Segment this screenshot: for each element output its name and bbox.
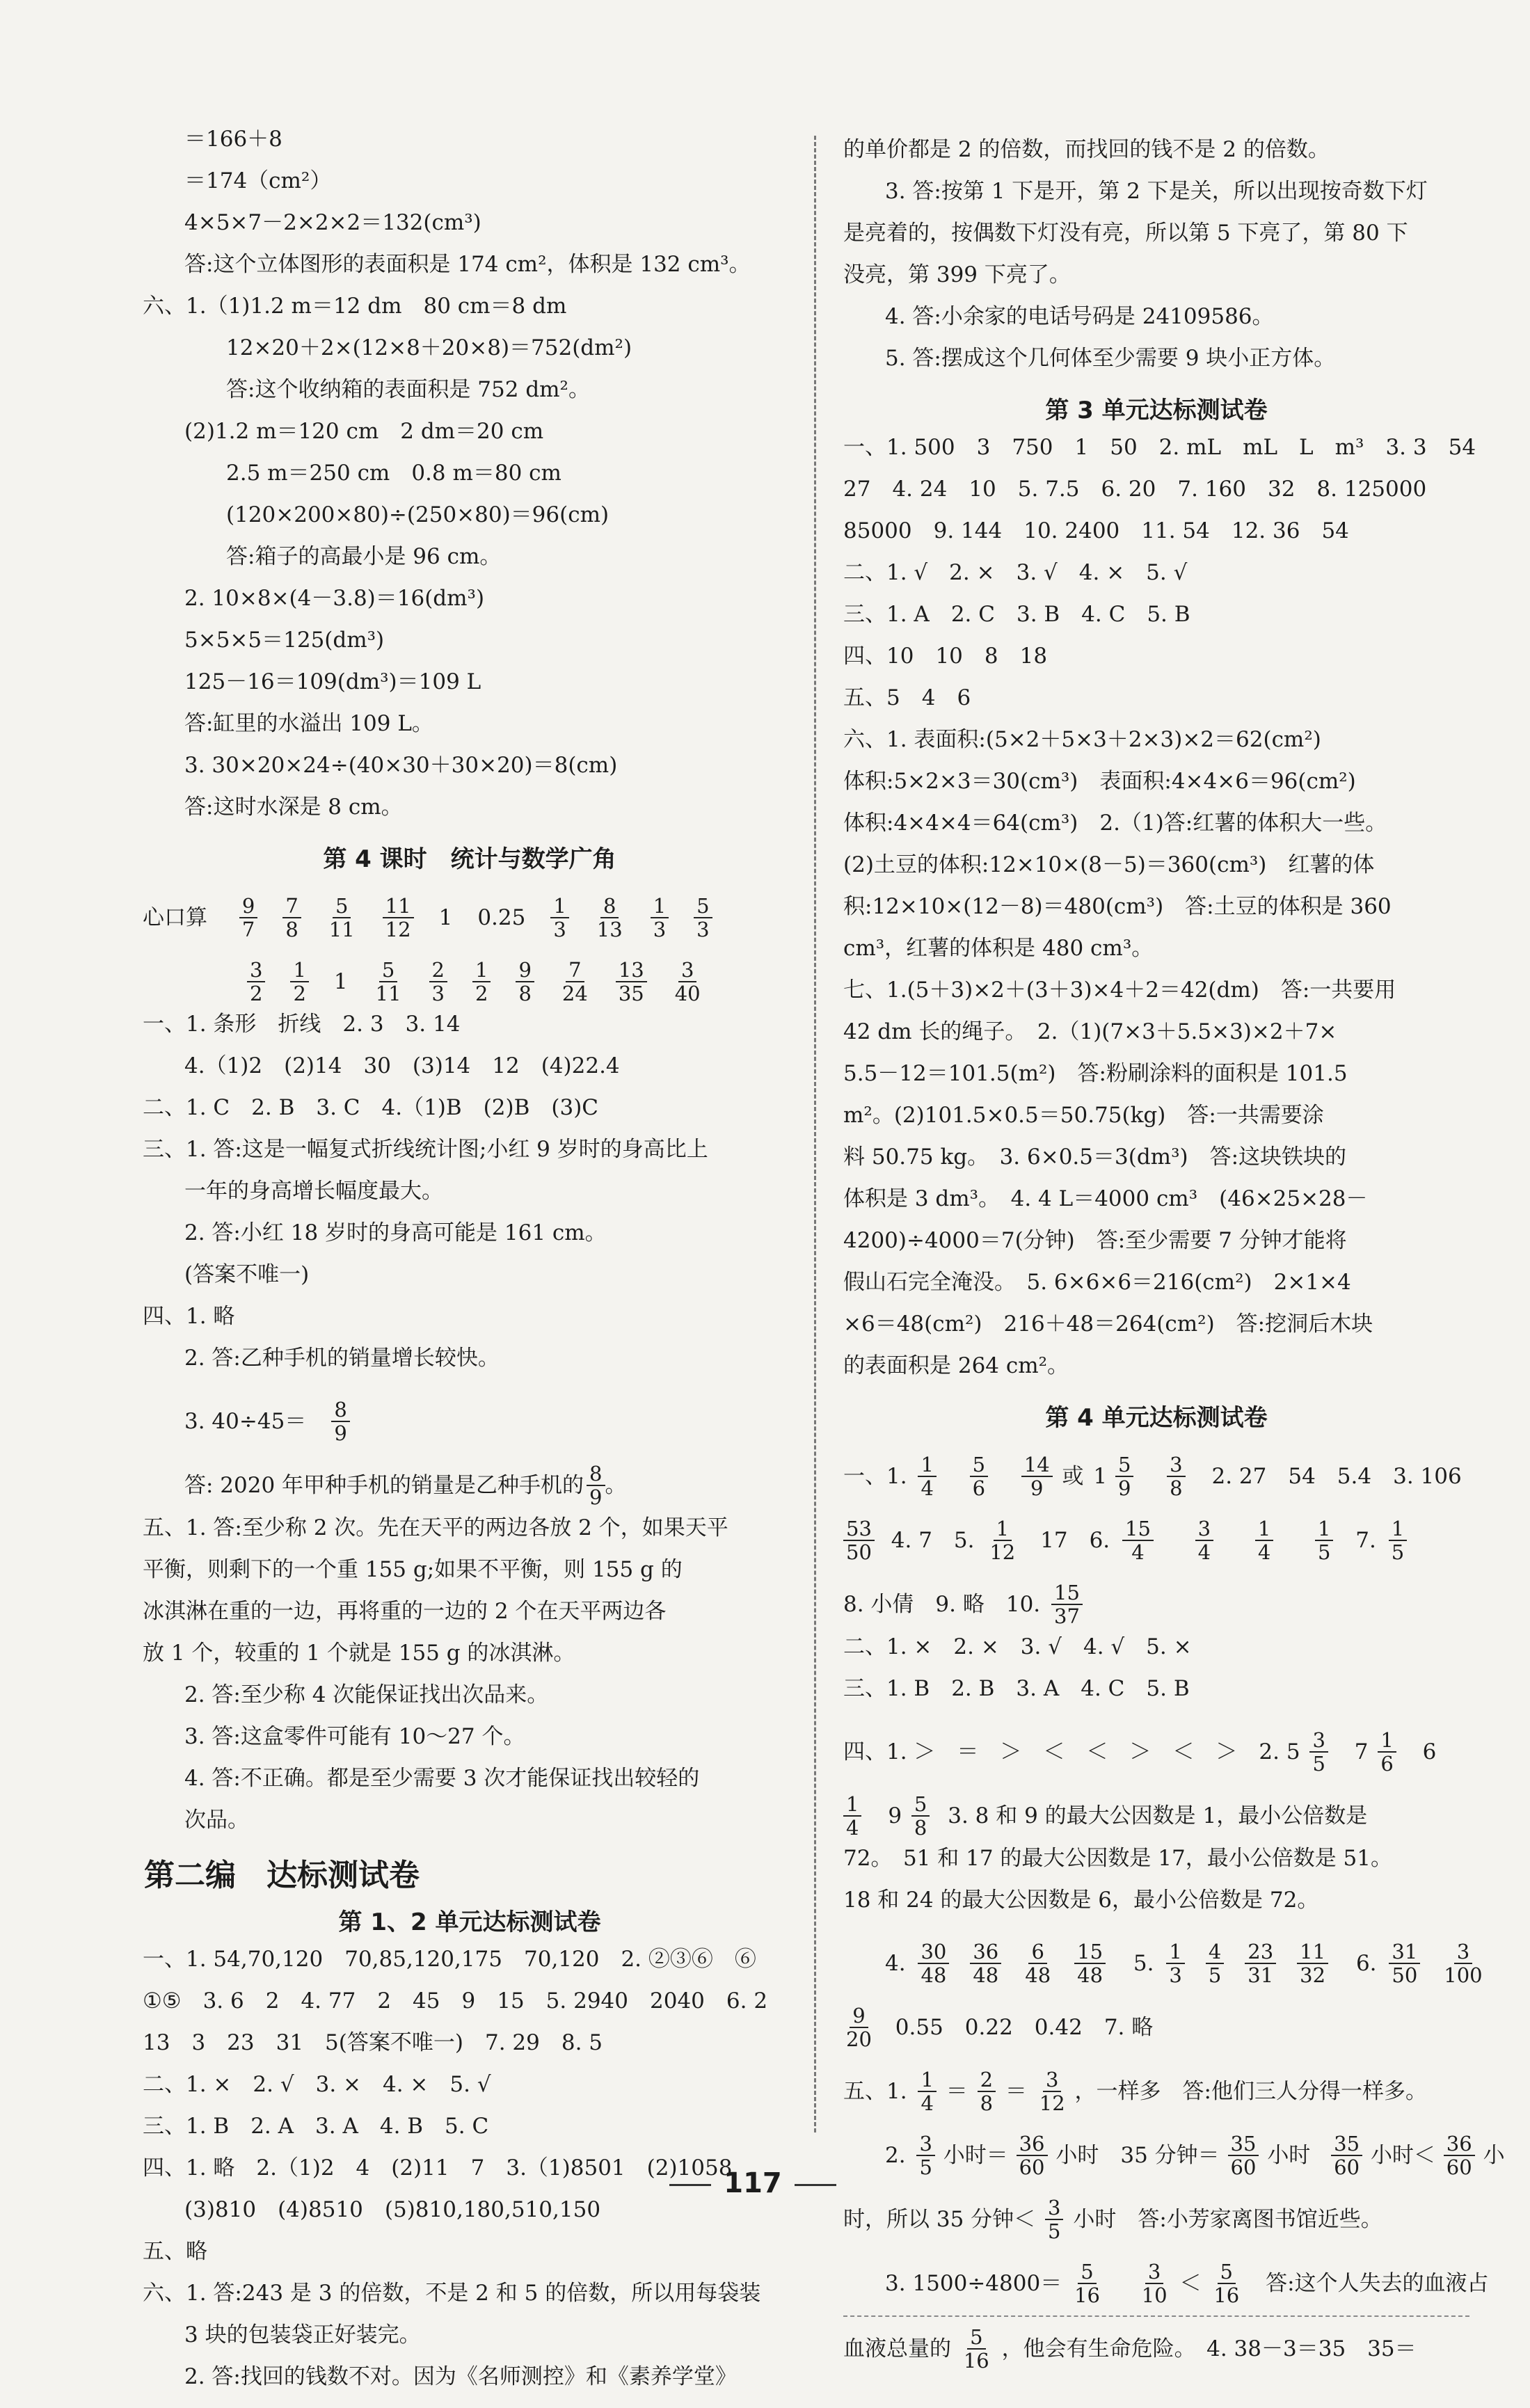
fraction: $\frac{3}{10}$ [1141, 2260, 1168, 2307]
text-line: 四、10 10 8 18 [843, 644, 1048, 669]
column-divider [814, 136, 816, 2132]
text-line: 四、1. 略 [143, 1304, 235, 1329]
fraction: $\frac{2}{8}$ [978, 2068, 996, 2114]
u4-line-2: $\frac{53}{50}$ 4. 7 5. $\frac{1}{12}$ 17 6. $\frac{15}{4}$ $\frac{3}{4}$ $\frac{1}{4}$ $\frac{1}{5}$ 7. $\frac{1}{5}$ [843, 1508, 1469, 1572]
unit12-title: 第 1、2 单元达标测试卷 [338, 1908, 601, 1936]
fraction: $\frac{3}{5}$ [1309, 1729, 1328, 1775]
right-block-2 [843, 435, 1476, 1397]
text-line: 2.5 m＝250 cm 0.8 m＝80 cm [226, 461, 561, 486]
text-line: 2. 答:乙种手机的销量增长较快。 [184, 1346, 500, 1371]
text-line: 六、1. 表面积:(5×2＋5×3＋2×3)×2＝62(cm²) [843, 727, 1321, 752]
text-line: 2. 答:小红 18 岁时的身高可能是 161 cm。 [184, 1220, 607, 1245]
text-line: ①⑤ 3. 6 2 4. 77 2 45 9 15 5. 2940 2040 6. 2 [143, 1988, 768, 2014]
fraction: $\frac{5}{16}$ [1074, 2260, 1100, 2307]
text-line: (答案不唯一) [184, 1262, 310, 1287]
fraction: $\frac{1}{5}$ [1315, 1517, 1333, 1563]
fraction: $\frac{5}{11}$ [328, 894, 355, 941]
oral-answer [594, 895, 625, 941]
fraction: $\frac{30}{48}$ [918, 1940, 949, 1986]
text-line: 的单价都是 2 的倍数，而找回的钱不是 2 的倍数。 [843, 137, 1330, 162]
text-line: 3 块的包装袋正好装完。 [184, 2322, 421, 2347]
fraction: $\frac{8}{13}$ [596, 894, 623, 941]
fraction: $\frac{15}{48}$ [1074, 1940, 1106, 1986]
fraction: $\frac{1}{4}$ [843, 1793, 861, 1839]
fraction: $\frac{1}{3}$ [1166, 1940, 1184, 1986]
fraction: $\frac{1}{5}$ [1389, 1517, 1407, 1563]
oral-answer [559, 959, 591, 1005]
text-line: 体积:4×4×4＝64(cm³) 2.（1)答:红薯的体积大一些。 [843, 811, 1387, 836]
fraction: $\frac{1}{6}$ [1378, 1729, 1396, 1775]
fraction: $\frac{5}{11}$ [375, 958, 401, 1005]
oral-answer [651, 895, 669, 941]
fraction: $\frac{13}{35}$ [616, 959, 647, 1005]
fraction: $\frac{36}{60}$ [1444, 2132, 1475, 2178]
oral-answer [282, 895, 301, 941]
left-block-2 [143, 296, 797, 838]
text-line: 一、1. 条形 折线 2. 3 3. 14 [143, 1012, 461, 1037]
fraction: $\frac{6}{48}$ [1025, 1940, 1051, 1987]
u4-line-6: 4. $\frac{30}{48}$ $\frac{36}{48}$ $\frac{6}{48}$ $\frac{15}{48}$ 5. $\frac{1}{3}$ $\frac{4}{5}$ $\frac{23}{31}$ $\frac{11}{32}$ 6. $\frac{31}{50}$ $\frac{3}{100}$ [843, 1931, 1469, 1995]
fraction: $\frac{9}{8}$ [516, 959, 534, 1005]
text-line: 放 1 个，较重的 1 个就是 155 g 的冰淇淋。 [143, 1641, 575, 1666]
fraction: $\frac{15}{37}$ [1051, 1581, 1083, 1627]
text-line: 答:这时水深是 8 cm。 [184, 795, 403, 820]
text-line: 42 dm 长的绳子。 2.（1)(7×3＋5.5×3)×2＋7× [843, 1019, 1337, 1044]
fraction: $\frac{15}{4}$ [1122, 1517, 1154, 1563]
fraction: $\frac{7}{8}$ [282, 895, 301, 941]
oral-answer [472, 959, 491, 1005]
text-line: 体积:5×2×3＝30(cm³) 表面积:4×4×6＝96(cm²) [843, 769, 1356, 794]
fraction: $\frac{36}{48}$ [970, 1940, 1001, 1986]
fraction: $\frac{3}{8}$ [1167, 1453, 1185, 1499]
left-column [143, 129, 797, 2408]
fraction: $\frac{9}{7}$ [239, 895, 257, 941]
text-line: ＝166＋8 [184, 127, 282, 152]
fraction: $\frac{3}{4}$ [1195, 1517, 1213, 1563]
text-line: 平衡，则剩下的一个重 155 g;如果不平衡，则 155 g 的 [143, 1557, 683, 1582]
left-block-4 [143, 1517, 797, 1851]
q3-calc: 3. 40÷45＝ $\frac{8}{9}$ [143, 1389, 797, 1453]
q3-answer: 答: 2020 年甲种手机的销量是乙种手机的 $\frac{8}{9}$ 。 [184, 1462, 627, 1509]
fraction: $\frac{5}{9}$ [1115, 1453, 1133, 1499]
fraction: $\frac{2}{3}$ [429, 959, 447, 1005]
text-line: 2. 10×8×(4－3.8)＝16(dm³) [184, 586, 485, 611]
u4-line-8: 五、1. $\frac{1}{4}$ ＝ $\frac{2}{8}$ ＝ $\frac{3}{12}$ ，一样多 答:他们三人分得一样多。 [843, 2068, 1427, 2115]
text-line: 18 和 24 的最大公因数是 6，最小公倍数是 72。 [843, 1888, 1319, 1913]
text-line: 冰淇淋在重的一边，再将重的一边的 2 个在天平两边各 [143, 1599, 667, 1624]
text-line: ＝174（cm²） [184, 168, 332, 193]
oral-answer [373, 959, 404, 1005]
oral-answer [429, 959, 447, 1005]
text-line: 27 4. 24 10 5. 7.5 6. 20 7. 160 32 8. 125000 [843, 477, 1427, 502]
oral-answer [383, 895, 414, 941]
fraction: $\frac{3}{12}$ [1039, 2068, 1065, 2115]
fraction: $\frac{5}{3}$ [694, 895, 712, 941]
fraction: $\frac{3}{100}$ [1444, 1940, 1483, 1987]
text-line: 5. 答:摆成这个几何体至少需要 9 块小正方体。 [885, 346, 1336, 371]
fraction: $\frac{1}{4}$ [918, 1453, 936, 1499]
left-block-3 [143, 1014, 797, 1389]
u4-line-5: $\frac{1}{4}$ 9 $\frac{5}{8}$ 3. 8 和 9 的最大公因数是 1，最小公倍数是 [843, 1784, 1469, 1848]
right-block-4 [843, 1848, 1469, 1931]
fraction: $\frac{5}{8}$ [911, 1793, 930, 1839]
oral-answer [516, 959, 534, 1005]
oral-row-2 [143, 950, 797, 1014]
fraction: $\frac{9}{20}$ [846, 2004, 872, 2051]
right-block-1 [843, 139, 1469, 390]
text-line: 次品。 [184, 1808, 249, 1833]
text-line: 2. 答:找回的钱数不对。因为《名师测控》和《素养学堂》 [184, 2364, 737, 2389]
text-line: 料 50.75 kg。 3. 6×0.5＝3(dm³) 答:这块铁块的 [843, 1145, 1347, 1170]
text-line: 七、1.(5＋3)×2＋(3＋3)×4＋2＝42(dm) 答:一共要用 [843, 978, 1396, 1003]
text-line: 假山石完全淹没。 5. 6×6×6＝216(cm²) 2×1×4 [843, 1270, 1351, 1295]
text-line: 三、1. 答:这是一幅复式折线统计图;小红 9 岁时的身高比上 [143, 1137, 708, 1162]
text-line: cm³，红薯的体积是 480 cm³。 [843, 936, 1154, 961]
text-line: 3. 答:这盒零件可能有 10～27 个。 [184, 1724, 525, 1749]
text-line: 体积是 3 dm³。 4. 4 L＝4000 cm³ (46×25×28－ [843, 1186, 1368, 1211]
text-line: 5.5－12＝101.5(m²) 答:粉刷涂料的面积是 101.5 [843, 1061, 1348, 1086]
fraction: $\frac{11}{12}$ [383, 895, 414, 941]
oral-label: 心口算 [143, 905, 207, 930]
text-line: 三、1. B 2. A 3. A 4. B 5. C [143, 2114, 489, 2139]
text-line: (2)1.2 m＝120 cm 2 dm＝20 cm [184, 419, 544, 444]
u4-line-1: 一、1. $\frac{1}{4}$ $\frac{5}{6}$ $\frac{14}{9}$ 或 1 $\frac{5}{9}$ $\frac{3}{8}$ 2. 27 54 5.4 3. 106 [843, 1453, 1462, 1500]
oral-answer [239, 895, 257, 941]
fraction: $\frac{4}{5}$ [1206, 1940, 1224, 1986]
fraction: $\frac{31}{50}$ [1389, 1940, 1420, 1986]
text-line: 4. 答:不正确。都是至少需要 3 次才能保证找出较轻的 [184, 1766, 700, 1791]
text-line: 三、1. A 2. C 3. B 4. C 5. B [843, 602, 1190, 627]
text-line: 2. 答:至少称 4 次能保证找出次品来。 [184, 1682, 549, 1707]
fraction: $\frac{53}{50}$ [843, 1517, 875, 1563]
fraction: $\frac{5}{16}$ [1213, 2260, 1240, 2307]
oral-answer [694, 895, 712, 941]
fraction: $\frac{5}{16}$ [963, 2325, 989, 2373]
part2-title: 第二编 达标测试卷 [144, 1858, 420, 1893]
page-number: 117 [0, 2167, 1506, 2199]
lesson4-title: 第 4 课时 统计与数学广角 [323, 845, 616, 873]
text-line: 答:这个收纳箱的表面积是 752 dm²。 [226, 377, 590, 402]
fraction: $\frac{35}{60}$ [1331, 2132, 1362, 2178]
u4-line-9: 2. $\frac{3}{5}$ 小时＝ $\frac{36}{60}$ 小时 35 分钟＝ $\frac{35}{60}$ 小时 $\frac{35}{60}$ 小时＜ $\frac{36}{60}$ 小 [885, 2132, 1505, 2179]
oral-answer [247, 959, 265, 1005]
oral-row-1 [143, 886, 797, 950]
text-line: 是亮着的，按偶数下灯没有亮，所以第 5 下亮了，第 80 下 [843, 221, 1408, 246]
text-line: 4. 答:小余家的电话号码是 24109586。 [885, 304, 1274, 329]
oral-answer: 0.25 [477, 905, 526, 930]
text-line: 五、5 4 6 [843, 685, 971, 710]
u4-line-7: $\frac{9}{20}$ 0.55 0.22 0.42 7. 略 [843, 1995, 1469, 2059]
oral-answer [326, 895, 358, 941]
text-line: m²。(2)101.5×0.5＝50.75(kg) 答:一共需要涂 [843, 1103, 1324, 1128]
text-line: 5×5×5＝125(dm³) [184, 628, 385, 653]
text-line: 积:12×10×(12－8)＝480(cm³) 答:土豆的体积是 360 [843, 894, 1392, 919]
oral-answer [672, 959, 703, 1005]
q3-answer-fraction: $\frac{8}{9}$ [587, 1462, 605, 1508]
text-line: 4×5×7－2×2×2＝132(cm³) [184, 210, 481, 235]
text-line: 答:缸里的水溢出 109 L。 [184, 711, 433, 736]
text-line: 二、1. √ 2. × 3. √ 4. × 5. √ [843, 560, 1188, 585]
text-line: 二、1. C 2. B 3. C 4.（1)B (2)B (3)C [143, 1095, 599, 1120]
oral-answer [550, 895, 568, 941]
text-line: 72。 51 和 17 的最大公因数是 17，最小公倍数是 51。 [843, 1846, 1392, 1871]
right-block-3 [843, 1636, 1469, 1720]
text-line: 4.（1)2 (2)14 30 (3)14 12 (4)22.4 [184, 1053, 620, 1078]
text-line: 125－16＝109(dm³)＝109 L [184, 669, 481, 694]
text-line: (2)土豆的体积:12×10×(8－5)＝360(cm³) 红薯的体 [843, 852, 1375, 877]
text-line: 13 3 23 31 5(答案不唯一) 7. 29 8. 5 [143, 2030, 603, 2055]
unit3-title: 第 3 单元达标测试卷 [1045, 397, 1268, 424]
text-line: 一、1. 54,70,120 70,85,120,175 70,120 2. ②③⑥ ⑥ [143, 1947, 756, 1972]
text-line: 一、1. 500 3 750 1 50 2. mL mL L m³ 3. 3 54 [843, 435, 1476, 460]
right-column [843, 137, 1505, 2381]
text-line: 的表面积是 264 cm²。 [843, 1353, 1069, 1378]
fraction: $\frac{7}{24}$ [561, 958, 588, 1005]
fraction: $\frac{1}{4}$ [1255, 1517, 1273, 1563]
text-line: 12×20＋2×(12×8＋20×8)＝752(dm²) [226, 335, 632, 360]
oral-answer: 1 [333, 969, 348, 994]
oral-answer [616, 959, 647, 1005]
fraction: $\frac{35}{60}$ [1228, 2132, 1259, 2178]
fraction: $\frac{1}{3}$ [651, 895, 669, 941]
fraction: $\frac{1}{2}$ [472, 959, 491, 1005]
u4-line-11: 3. 1500÷4800＝ $\frac{5}{16}$ $\frac{3}{10}$ ＜ $\frac{5}{16}$ 答:这个人失去的血液占 [885, 2260, 1489, 2307]
text-line: 二、1. × 2. √ 3. × 4. × 5. √ [143, 2072, 491, 2097]
text-line: 二、1. × 2. × 3. √ 4. √ 5. × [843, 1634, 1192, 1659]
fraction: $\frac{3}{5}$ [1045, 2196, 1063, 2242]
text-line: (3)810 (4)8510 (5)810,180,510,150 [184, 2197, 601, 2222]
fraction: $\frac{36}{60}$ [1017, 2132, 1048, 2178]
text-line: 五、1. 答:至少称 2 次。先在天平的两边各放 2 个，如果天平 [143, 1515, 728, 1540]
fraction: $\frac{3}{5}$ [916, 2132, 934, 2178]
fraction: $\frac{1}{4}$ [918, 2068, 936, 2114]
text-line: 一年的身高增长幅度最大。 [184, 1179, 443, 1204]
fraction: $\frac{23}{31}$ [1245, 1940, 1276, 1986]
text-line: 五、略 [143, 2239, 207, 2264]
oral-answer [290, 959, 308, 1005]
fraction: $\frac{3}{2}$ [247, 959, 265, 1005]
fraction: $\frac{5}{6}$ [970, 1453, 988, 1499]
text-line: 3. 答:按第 1 下是开，第 2 下是关，所以出现按奇数下灯 [885, 179, 1428, 204]
text-line: (120×200×80)÷(250×80)＝96(cm) [226, 502, 609, 527]
q3-fraction: $\frac{8}{9}$ [331, 1398, 349, 1444]
text-line: ×6＝48(cm²) 216＋48＝264(cm²) 答:挖洞后木块 [843, 1311, 1373, 1337]
u4-line-10: 时，所以 35 分钟＜ $\frac{3}{5}$ 小时 答:小芳家离图书馆近些。 [843, 2196, 1382, 2243]
fraction: $\frac{1}{3}$ [550, 895, 568, 941]
text-line: 85000 9. 144 10. 2400 11. 54 12. 36 54 [843, 518, 1349, 543]
unit4-title: 第 4 单元达标测试卷 [1045, 1404, 1268, 1432]
u4-line-3: 8. 小倩 9. 略 10. $\frac{15}{37}$ [843, 1572, 1469, 1636]
text-line: 答:这个立体图形的表面积是 174 cm²，体积是 132 cm³。 [184, 252, 751, 277]
oral-answer: 1 [438, 905, 453, 930]
fraction: $\frac{1}{12}$ [989, 1517, 1016, 1564]
u4-line-12: 血液总量的 $\frac{5}{16}$ ，他会有生命危险。 4. 38－3＝35 35＝ [843, 2315, 1469, 2381]
text-line: 没亮，第 399 下亮了。 [843, 262, 1071, 287]
text-line: 六、1. 答:243 是 3 的倍数，不是 2 和 5 的倍数，所以用每袋装 [143, 2281, 761, 2306]
text-line: 4200)÷4000＝7(分钟) 答:至少需要 7 分钟才能将 [843, 1228, 1347, 1253]
text-line: 四、1. 略 2.（1)2 4 (2)11 7 3.（1)8501 (2)1058 [143, 2155, 733, 2180]
fraction: $\frac{1}{2}$ [290, 959, 308, 1005]
fraction: $\frac{14}{9}$ [1021, 1453, 1053, 1499]
text-line: 三、1. B 2. B 3. A 4. C 5. B [843, 1676, 1190, 1701]
left-block-1 [143, 129, 797, 296]
text-line: 答:箱子的高最小是 96 cm。 [226, 544, 502, 569]
u4-line-4: 四、1. ＞ ＝ ＞ ＜ ＜ ＞ ＜ ＞ 2. 5 $\frac{3}{5}$ 7 $\frac{1}{6}$ 6 [843, 1728, 1437, 1776]
fraction: $\frac{11}{32}$ [1297, 1940, 1328, 1986]
text-line: 3. 30×20×24÷(40×30＋30×20)＝8(cm) [184, 753, 618, 778]
fraction: $\frac{3}{40}$ [674, 958, 701, 1005]
text-line: 六、1.（1)1.2 m＝12 dm 80 cm＝8 dm [143, 294, 567, 319]
